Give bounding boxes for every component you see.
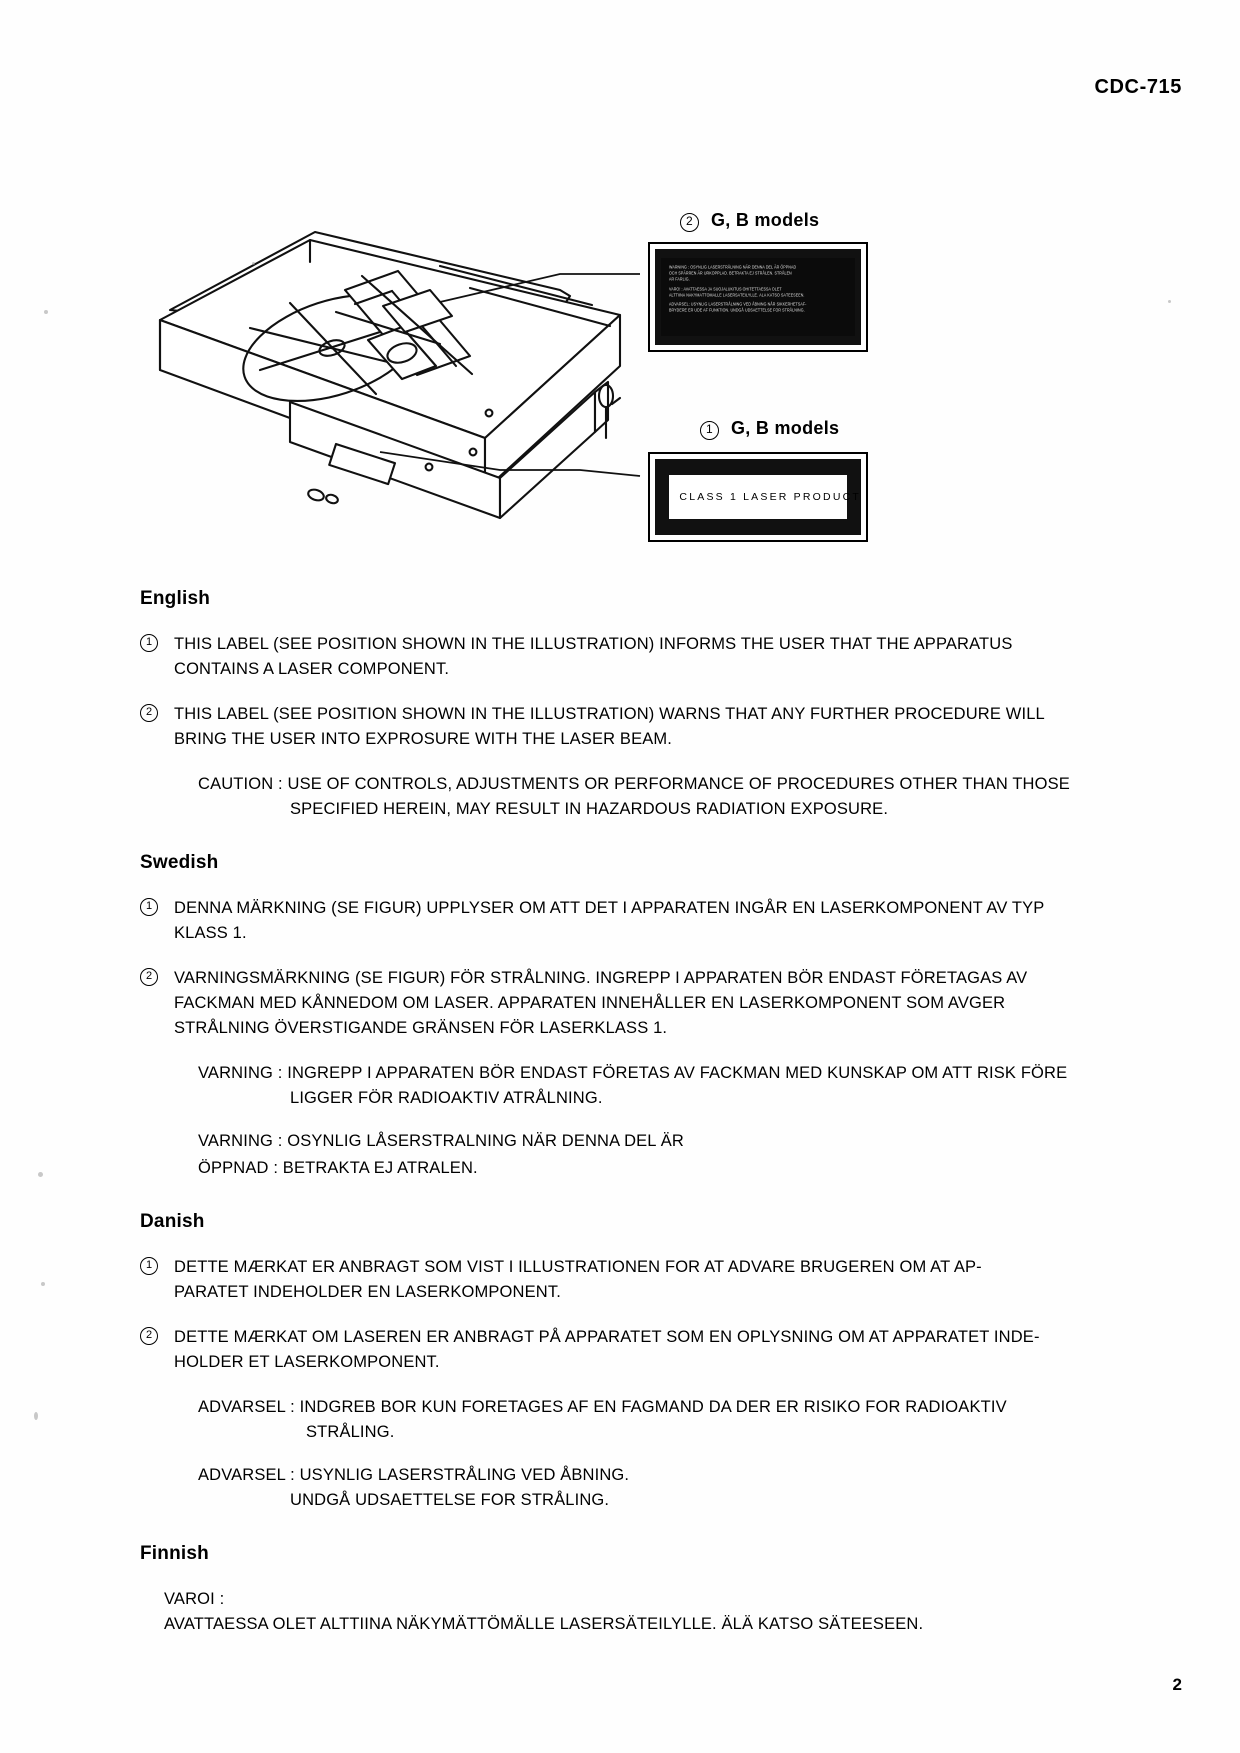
warning-label-graphic <box>648 242 868 352</box>
note-text: INDGREB BOR KUN FORETAGES AF EN FAGMAND DA DER ER RISIKO FOR RADIOAKTIV <box>299 1398 1007 1416</box>
section-heading: Danish <box>140 1211 205 1232</box>
item-number: 1 <box>140 634 158 652</box>
note-text: BETRAKTA EJ ATRALEN. <box>282 1159 478 1177</box>
warning-label-line: BRYDERE ER UDE AF FUNKTION. UNDGÅ UDSAETTELSE FOR STRÅLNING. <box>669 308 805 313</box>
class-1-label-inner <box>655 459 861 535</box>
advarsel-note-2 <box>198 1463 1100 1513</box>
list-item <box>140 896 1100 946</box>
scan-speck <box>34 1412 38 1420</box>
warning-label-sticker <box>661 258 855 336</box>
scan-speck <box>44 310 48 314</box>
warning-label-line: ÄR FARLIG. <box>669 277 690 283</box>
scan-speck <box>1168 300 1171 303</box>
warning-label-line: ADVARSEL: USYNLIG LASERSTRÅLNING VED ÅBNING NÅR SIKKERHETSAF- <box>669 302 807 307</box>
item-line-text: FACKMAN MED KÅNNEDOM OM LASER. APPARATEN INNEHÅLLER EN LASERKOMPONENT SOM AVGER <box>174 994 1006 1012</box>
caution-note <box>198 772 1100 822</box>
list-item <box>140 1325 1100 1375</box>
item-line-text: DETTE MÆRKAT ER ANBRAGT SOM VIST I ILLUSTRATIONEN FOR AT ADVARE BRUGEREN OM AT AP- <box>174 1258 982 1276</box>
scan-speck <box>38 1172 43 1177</box>
item-line: HOLDER ET LASERKOMPONENT. <box>174 1353 440 1371</box>
note-text: INGREPP I APPARATEN BÖR ENDAST FÖRETAS AV FACKMAN MED KUNSKAP OM ATT RISK FÖRE <box>287 1064 1068 1082</box>
list-item <box>140 632 1100 682</box>
note-first-line <box>198 1463 1100 1488</box>
note-label: ADVARSEL : <box>198 1466 295 1484</box>
item-number: 2 <box>140 968 158 986</box>
warning-label-line: VARO! : AVATTAESSA JA SUOJALUKITUS OHITETTAESSA OLET <box>669 286 782 292</box>
note-cont-line: SPECIFIED HEREIN, MAY RESULT IN HAZARDOUS RADIATION EXPOSURE. <box>290 800 889 818</box>
page-number: 2 <box>1172 1675 1182 1694</box>
callout-1-title <box>700 418 839 440</box>
note-label: CAUTION : <box>198 775 283 793</box>
note-first-line <box>198 772 1100 797</box>
note-text: OSYNLIG LÅSERSTRALNING NÄR DENNA DEL ÄR <box>287 1132 684 1150</box>
class-1-label-graphic <box>648 452 868 542</box>
varning-note-1 <box>198 1061 1100 1111</box>
section-spacer <box>140 822 1100 852</box>
callout-1-number: 1 <box>700 421 719 440</box>
note-first-line <box>198 1129 1100 1154</box>
item-line: THIS LABEL (SEE POSITION SHOWN IN THE ILLUSTRATION) WARNS THAT ANY FURTHER PROCEDURE WILL <box>174 705 1045 723</box>
cd-mechanism-drawing <box>140 170 1100 570</box>
item-number: 1 <box>140 898 158 916</box>
item-line: STRÅLNING ÖVERSTIGANDE GRÄNSEN FÖR LASERKLASS 1. <box>174 1019 668 1037</box>
item-line-text: THIS LABEL (SEE POSITION SHOWN IN THE ILLUSTRATION) INFORMS THE USER THAT THE APPARATUS <box>174 635 1013 653</box>
note-cont-line: LIGGER FÖR RADIOAKTIV ATRÅLNING. <box>290 1089 603 1107</box>
item-line: DENNA MÄRKNING (SE FIGUR) UPPLYSER OM ATT DET I APPARATEN INGÅR EN LASERKOMPONENT AV TYP <box>174 899 1045 917</box>
callout-2-model-text: G, B models <box>711 210 820 230</box>
list-item <box>140 1255 1100 1305</box>
note-label: ÖPPNAD : <box>198 1159 279 1177</box>
advarsel-note-1 <box>198 1395 1100 1445</box>
note-label: ADVARSEL : <box>198 1398 295 1416</box>
callout-2-title <box>680 210 819 232</box>
section-spacer <box>140 1513 1100 1543</box>
section-swedish <box>140 852 1100 1181</box>
section-heading: English <box>140 588 211 609</box>
warning-label-inner <box>655 249 861 345</box>
item-line: KLASS 1. <box>174 924 247 942</box>
section-english <box>140 588 1100 822</box>
item-line: BRING THE USER INTO EXPROSURE WITH THE LASER BEAM. <box>174 730 673 748</box>
scan-speck <box>252 262 255 265</box>
item-line: DETTE MÆRKAT OM LASEREN ER ANBRAGT PÅ APPARATET SOM EN OPLYSNING OM AT APPARATET INDE- <box>174 1328 1040 1346</box>
note-first-line <box>198 1061 1100 1086</box>
section-spacer <box>140 1181 1100 1211</box>
note-first-line <box>198 1156 1100 1181</box>
note-text: USYNLIG LASERSTRÅLING VED ÅBNING. <box>299 1466 630 1484</box>
scan-speck <box>41 1282 45 1286</box>
section-finnish <box>140 1543 1100 1637</box>
item-line <box>174 1255 1100 1280</box>
item-line: VARNINGSMÄRKNING (SE FIGUR) FÖR STRÅLNING. INGREPP I APPARATEN BÖR ENDAST FÖRETAGAS AV <box>174 969 1028 987</box>
note-text: USE OF CONTROLS, ADJUSTMENTS OR PERFORMANCE OF PROCEDURES OTHER THAN THOSE <box>287 775 1070 793</box>
note-cont-line: UNDGÅ UDSAETTELSE FOR STRÅLING. <box>290 1491 610 1509</box>
warning-label-line: ALTTIINA NÄKYMÄTTÖMÄLLE LASERSÄTEILYLLE. ÄLÄ KATSO SÄTEESEEN. <box>669 292 805 298</box>
item-number: 1 <box>140 1257 158 1275</box>
section-danish <box>140 1211 1100 1513</box>
item-line <box>174 991 1100 1016</box>
section-heading: Swedish <box>140 852 219 873</box>
warning-label-line: OCH SPÄRREN ÄR URKOPPLAD. BETRAKTA EJ STRÅLEN. STRÅLEN <box>669 271 792 276</box>
callout-1-model-text: G, B models <box>731 418 840 438</box>
page-header-model: CDC-715 <box>1094 76 1182 98</box>
list-item <box>140 702 1100 752</box>
class-1-label-text: CLASS 1 LASER PRODUCT <box>669 475 846 519</box>
section-heading: Finnish <box>140 1543 209 1564</box>
finnish-text-block <box>164 1587 1100 1637</box>
item-number: 2 <box>140 704 158 722</box>
item-line <box>174 632 1100 657</box>
warning-label-line: WARNING : OSYNLIG LASERSTRÅLNING NÄR DENNA DEL ÄR ÖPPNAD <box>669 265 797 270</box>
note-first-line <box>198 1395 1100 1420</box>
callout-2-number: 2 <box>680 213 699 232</box>
multilingual-warnings <box>140 588 1100 1637</box>
varning-note-2 <box>198 1129 1100 1181</box>
list-item <box>140 966 1100 1041</box>
note-cont-line: STRÅLING. <box>306 1423 395 1441</box>
item-line: CONTAINS A LASER COMPONENT. <box>174 660 450 678</box>
item-line: PARATET INDEHOLDER EN LASERKOMPONENT. <box>174 1283 561 1301</box>
laser-label-position-figure <box>140 170 1100 570</box>
note-label: VARNING : <box>198 1064 283 1082</box>
item-number: 2 <box>140 1327 158 1345</box>
finnish-line: AVATTAESSA OLET ALTTIINA NÄKYMÄTTÖMÄLLE LASERSÄTEILYLLE. ÄLÄ KATSO SÄTEESEEN. <box>164 1615 924 1633</box>
finnish-line: VAROI : <box>164 1590 225 1608</box>
note-label: VARNING : <box>198 1132 283 1150</box>
